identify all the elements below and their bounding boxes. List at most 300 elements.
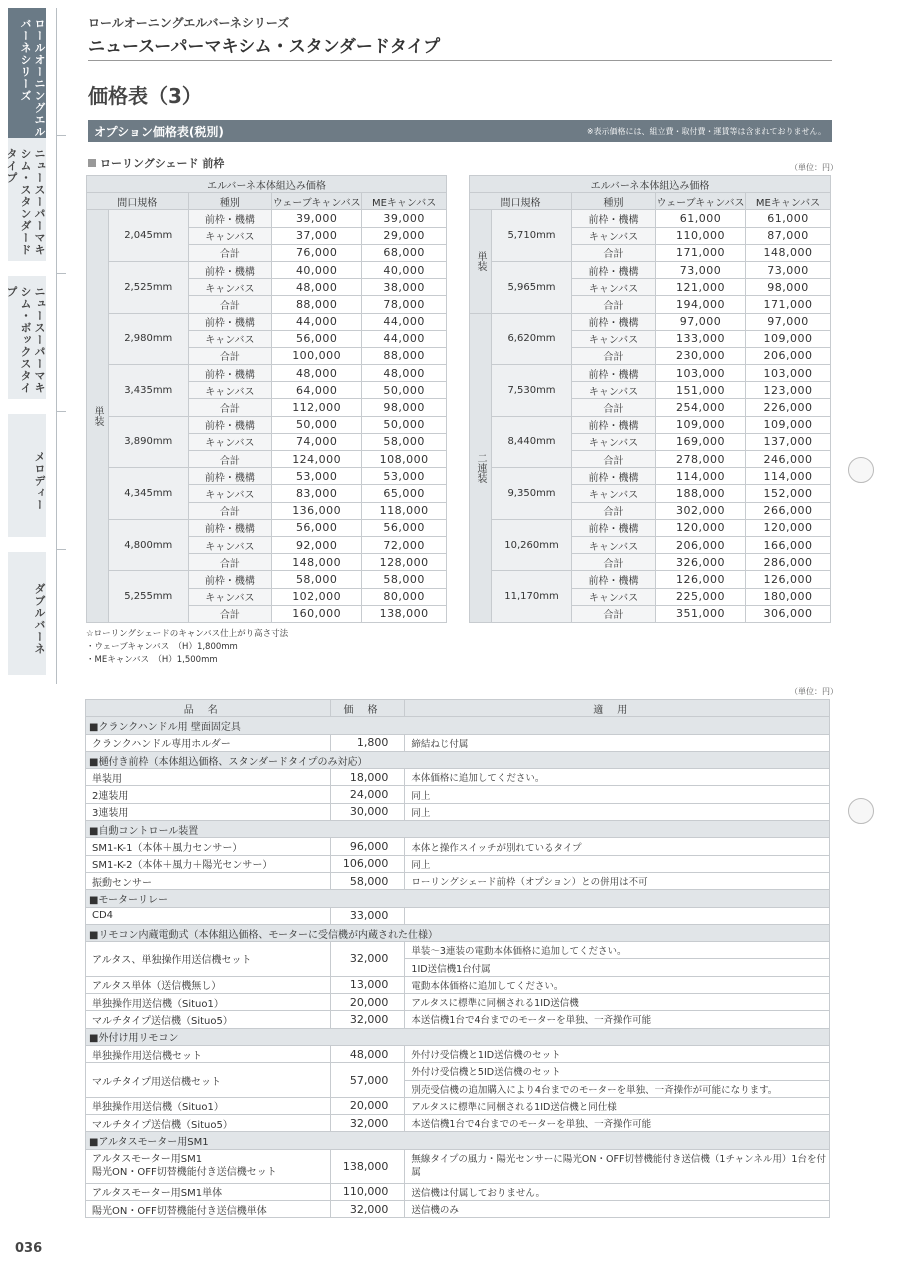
col-me-header: MEキャンバス	[746, 193, 831, 210]
item-apply-cell: アルタスに標準に同梱される1ID送信機	[405, 994, 830, 1011]
item-price-cell: 32,000	[330, 1115, 405, 1132]
kind-cell: 合計	[188, 605, 272, 622]
binder-hole	[848, 457, 874, 483]
wave-price-cell: 58,000	[272, 571, 362, 588]
section-title: オプション価格表(税別)	[94, 124, 224, 139]
me-price-cell: 109,000	[746, 330, 831, 347]
item-price-cell: 24,000	[330, 786, 405, 803]
wave-price-cell: 56,000	[272, 519, 362, 536]
me-price-cell: 98,000	[362, 399, 447, 416]
sidebar-tick	[56, 411, 66, 412]
kind-cell: 合計	[188, 554, 272, 571]
table-row	[470, 468, 831, 485]
wave-price-cell: 121,000	[656, 279, 746, 296]
kind-cell: 前枠・機構	[572, 468, 656, 485]
item-apply-cell: 送信機のみ	[405, 1201, 830, 1218]
me-price-cell: 148,000	[746, 244, 831, 261]
table-row	[86, 1183, 830, 1200]
table-row	[86, 1045, 830, 1062]
kind-cell: キャンバス	[188, 330, 272, 347]
col-wave-header: ウェーブキャンバス	[272, 193, 362, 210]
item-apply-cell: 外付け受信機と1ID送信機のセット	[405, 1045, 830, 1062]
kind-cell: キャンバス	[572, 588, 656, 605]
wave-price-cell: 326,000	[656, 554, 746, 571]
kind-cell: 合計	[572, 451, 656, 468]
wave-price-cell: 278,000	[656, 451, 746, 468]
page-title: 価格表（3）	[88, 84, 202, 108]
me-price-cell: 58,000	[362, 571, 447, 588]
me-price-cell: 138,000	[362, 605, 447, 622]
sidebar-divider-line	[56, 8, 57, 684]
square-bullet-icon	[88, 159, 96, 167]
kind-cell: 前枠・機構	[572, 365, 656, 382]
me-price-cell: 108,000	[362, 451, 447, 468]
me-price-cell: 123,000	[746, 382, 831, 399]
me-price-cell: 103,000	[746, 365, 831, 382]
kind-cell: 前枠・機構	[188, 210, 272, 227]
me-price-cell: 72,000	[362, 536, 447, 553]
me-price-cell: 166,000	[746, 536, 831, 553]
size-cell: 9,350mm	[492, 468, 572, 520]
item-name-cell: アルタスモーター用SM1単体	[86, 1183, 331, 1200]
table-row	[86, 1011, 830, 1028]
item-name-cell: 陽光ON・OFF切替機能付き送信機単体	[86, 1201, 331, 1218]
me-price-cell: 61,000	[746, 210, 831, 227]
table-row	[87, 519, 447, 536]
kind-cell: 前枠・機構	[188, 416, 272, 433]
item-name-cell: 単独操作用送信機（Situo1）	[86, 1097, 331, 1114]
size-cell: 7,530mm	[492, 365, 572, 417]
wave-price-cell: 56,000	[272, 330, 362, 347]
table-row	[87, 210, 447, 227]
size-cell: 10,260mm	[492, 519, 572, 571]
kind-cell: キャンバス	[572, 227, 656, 244]
wave-price-cell: 148,000	[272, 554, 362, 571]
table-row	[86, 1115, 830, 1132]
me-price-cell: 137,000	[746, 433, 831, 450]
wave-price-cell: 48,000	[272, 365, 362, 382]
table-row	[87, 365, 447, 382]
me-price-cell: 87,000	[746, 227, 831, 244]
me-price-cell: 50,000	[362, 416, 447, 433]
kind-cell: 合計	[572, 502, 656, 519]
category-row	[86, 751, 830, 768]
me-price-cell: 98,000	[746, 279, 831, 296]
item-apply-cell: 同上	[405, 855, 830, 872]
table-row	[86, 786, 830, 803]
item-name-cell: マルチタイプ送信機（Situo5）	[86, 1115, 331, 1132]
binder-hole	[848, 798, 874, 824]
table-row	[86, 872, 830, 889]
sidebar-tick	[56, 273, 66, 274]
mount-type-label: 二連装	[470, 313, 492, 622]
wave-price-cell: 160,000	[272, 605, 362, 622]
table-row	[470, 313, 831, 330]
kind-cell: 前枠・機構	[188, 261, 272, 278]
wave-price-cell: 206,000	[656, 536, 746, 553]
wave-price-cell: 136,000	[272, 502, 362, 519]
me-price-cell: 39,000	[362, 210, 447, 227]
me-price-cell: 65,000	[362, 485, 447, 502]
me-price-cell: 48,000	[362, 365, 447, 382]
kind-cell: キャンバス	[572, 485, 656, 502]
wave-price-cell: 83,000	[272, 485, 362, 502]
wave-price-cell: 114,000	[656, 468, 746, 485]
item-apply-cell: アルタスに標準に同梱される1ID送信機と同仕様	[405, 1097, 830, 1114]
page-number: 036	[15, 1241, 43, 1256]
table-row	[86, 769, 830, 786]
kind-cell: 合計	[188, 399, 272, 416]
item-name-cell: 単独操作用送信機セット	[86, 1045, 331, 1062]
me-price-cell: 128,000	[362, 554, 447, 571]
wave-price-cell: 76,000	[272, 244, 362, 261]
me-price-cell: 306,000	[746, 605, 831, 622]
kind-cell: 前枠・機構	[572, 313, 656, 330]
wave-price-cell: 48,000	[272, 279, 362, 296]
table-row	[87, 261, 447, 278]
wave-price-cell: 110,000	[656, 227, 746, 244]
me-price-cell: 266,000	[746, 502, 831, 519]
item-apply-cell: 送信機は付属しておりません。	[405, 1183, 830, 1200]
kind-cell: 合計	[188, 502, 272, 519]
size-cell: 6,620mm	[492, 313, 572, 365]
kind-cell: キャンバス	[572, 433, 656, 450]
item-price-cell: 58,000	[330, 872, 405, 889]
item-name-cell: 2連装用	[86, 786, 331, 803]
wave-price-cell: 133,000	[656, 330, 746, 347]
kind-cell: 合計	[572, 347, 656, 364]
category-label: ■樋付き前枠（本体組込価格、スタンダードタイプのみ対応）	[86, 751, 830, 768]
me-price-cell: 73,000	[746, 261, 831, 278]
canvas-height-notes	[86, 628, 288, 667]
kind-cell: キャンバス	[188, 588, 272, 605]
kind-cell: 前枠・機構	[188, 468, 272, 485]
item-apply-cell: 外付け受信機と5ID送信機のセット	[405, 1063, 830, 1080]
kind-cell: キャンバス	[572, 382, 656, 399]
kind-cell: 前枠・機構	[572, 416, 656, 433]
col-size-header: 間口規格	[470, 193, 572, 210]
me-price-cell: 152,000	[746, 485, 831, 502]
kind-cell: 前枠・機構	[572, 519, 656, 536]
item-apply-cell: 1ID送信機1台付属	[405, 959, 830, 976]
wave-price-cell: 61,000	[656, 210, 746, 227]
kind-cell: 前枠・機構	[572, 210, 656, 227]
note-line: ・ウェーブキャンバス （H）1,800mm	[86, 642, 238, 652]
category-row	[86, 1028, 830, 1045]
kind-cell: キャンバス	[188, 382, 272, 399]
category-label: ■アルタスモーター用SM1	[86, 1132, 830, 1149]
item-name-cell: マルチタイプ用送信機セット	[86, 1063, 331, 1098]
category-label: ■リモコン内蔵電動式（本体組込価格、モーターに受信機が内蔵された仕様）	[86, 924, 830, 941]
wave-price-cell: 194,000	[656, 296, 746, 313]
me-price-cell: 206,000	[746, 347, 831, 364]
wave-price-cell: 351,000	[656, 605, 746, 622]
table-row	[470, 571, 831, 588]
kind-cell: 合計	[572, 605, 656, 622]
wave-price-cell: 109,000	[656, 416, 746, 433]
item-price-cell: 30,000	[330, 803, 405, 820]
table-row	[87, 313, 447, 330]
category-label: ■クランクハンドル用 壁面固定具	[86, 717, 830, 734]
category-label: ■自動コントロール装置	[86, 821, 830, 838]
item-apply-cell: 本体価格に追加してください。	[405, 769, 830, 786]
wave-price-cell: 97,000	[656, 313, 746, 330]
item-name-cell: 3連装用	[86, 803, 331, 820]
wave-price-cell: 100,000	[272, 347, 362, 364]
item-name-cell: アルタス、単独操作用送信機セット	[86, 942, 331, 977]
wave-price-cell: 64,000	[272, 382, 362, 399]
category-label: ■外付け用リモコン	[86, 1028, 830, 1045]
options-header-cell: 品名	[86, 700, 331, 717]
wave-price-cell: 112,000	[272, 399, 362, 416]
item-price-cell: 57,000	[330, 1063, 405, 1098]
item-price-cell: 32,000	[330, 1201, 405, 1218]
sidebar-tab-4[interactable]: メロディー	[8, 414, 46, 537]
me-price-cell: 44,000	[362, 313, 447, 330]
table-row	[86, 838, 830, 855]
wave-price-cell: 254,000	[656, 399, 746, 416]
item-price-cell: 32,000	[330, 1011, 405, 1028]
item-name-cell: SM1-K-2（本体＋風力＋陽光センサー）	[86, 855, 331, 872]
item-name-cell: マルチタイプ送信機（Situo5）	[86, 1011, 331, 1028]
kind-cell: 合計	[572, 554, 656, 571]
sidebar-tab-1[interactable]: ロールオーニングエルバーネシリーズ	[8, 8, 46, 142]
me-price-cell: 114,000	[746, 468, 831, 485]
me-price-cell: 56,000	[362, 519, 447, 536]
item-price-cell: 110,000	[330, 1183, 405, 1200]
me-price-cell: 40,000	[362, 261, 447, 278]
me-price-cell: 38,000	[362, 279, 447, 296]
table-row	[86, 1097, 830, 1114]
item-name-cell: 単装用	[86, 769, 331, 786]
item-name-cell: SM1-K-1（本体＋風力センサー）	[86, 838, 331, 855]
size-cell: 11,170mm	[492, 571, 572, 623]
kind-cell: キャンバス	[188, 227, 272, 244]
wave-price-cell: 103,000	[656, 365, 746, 382]
kind-cell: キャンバス	[188, 433, 272, 450]
item-price-cell: 13,000	[330, 976, 405, 993]
col-size-header: 間口規格	[87, 193, 189, 210]
group-header: エルバーネ本体組込み価格	[87, 176, 447, 193]
table-row	[470, 519, 831, 536]
kind-cell: 前枠・機構	[572, 571, 656, 588]
item-price-cell: 48,000	[330, 1045, 405, 1062]
col-kind-header: 種別	[188, 193, 272, 210]
kind-cell: 合計	[188, 296, 272, 313]
table-row	[86, 734, 830, 751]
size-cell: 2,045mm	[108, 210, 188, 262]
size-cell: 4,800mm	[108, 519, 188, 571]
kind-cell: 前枠・機構	[188, 571, 272, 588]
kind-cell: 合計	[188, 451, 272, 468]
me-price-cell: 44,000	[362, 330, 447, 347]
kind-cell: 合計	[188, 244, 272, 261]
kind-cell: 合計	[572, 399, 656, 416]
item-price-cell: 138,000	[330, 1149, 405, 1183]
table-row	[87, 468, 447, 485]
me-price-cell: 180,000	[746, 588, 831, 605]
item-apply-cell: 別売受信機の追加購入により4台までのモーターを単独、一斉操作が可能になります。	[405, 1080, 830, 1097]
item-apply-cell	[405, 907, 830, 924]
table-row	[87, 416, 447, 433]
mount-type-label: 単装	[470, 210, 492, 313]
roller-subheading	[88, 155, 224, 171]
table-row	[86, 942, 830, 959]
group-header: エルバーネ本体組込み価格	[470, 176, 831, 193]
item-name-cell: 単独操作用送信機（Situo1）	[86, 994, 331, 1011]
wave-price-cell: 126,000	[656, 571, 746, 588]
size-cell: 5,255mm	[108, 571, 188, 623]
size-cell: 5,710mm	[492, 210, 572, 262]
category-row	[86, 821, 830, 838]
me-price-cell: 120,000	[746, 519, 831, 536]
item-apply-cell: 同上	[405, 803, 830, 820]
table-row	[86, 855, 830, 872]
wave-price-cell: 120,000	[656, 519, 746, 536]
me-price-cell: 97,000	[746, 313, 831, 330]
note-line: ・MEキャンバス （H）1,500mm	[86, 655, 218, 665]
kind-cell: キャンバス	[188, 536, 272, 553]
table-row	[87, 571, 447, 588]
kind-cell: 前枠・機構	[572, 261, 656, 278]
series-name: ロールオーニングエルバーネシリーズ	[88, 16, 290, 30]
kind-cell: キャンバス	[572, 279, 656, 296]
table-row	[470, 365, 831, 382]
item-apply-cell: 単装～3連装の電動本体価格に追加してください。	[405, 942, 830, 959]
price-table-right	[469, 175, 831, 623]
item-apply-cell: 電動本体価格に追加してください。	[405, 976, 830, 993]
roller-subheading-text: ローリングシェード 前枠	[100, 157, 225, 170]
me-price-cell: 226,000	[746, 399, 831, 416]
options-header-cell: 価格	[330, 700, 405, 717]
table-row	[86, 803, 830, 820]
unit-label-options: （単位：円）	[790, 687, 838, 696]
kind-cell: キャンバス	[188, 279, 272, 296]
price-table-left	[86, 175, 447, 623]
kind-cell: 前枠・機構	[188, 519, 272, 536]
unit-label-roller: （単位：円）	[790, 163, 838, 172]
me-price-cell: 171,000	[746, 296, 831, 313]
table-row	[86, 1063, 830, 1080]
table-row	[470, 416, 831, 433]
item-price-cell: 106,000	[330, 855, 405, 872]
wave-price-cell: 50,000	[272, 416, 362, 433]
wave-price-cell: 302,000	[656, 502, 746, 519]
item-apply-cell: 本送信機1台で4台までのモーターを単独、一斉操作可能	[405, 1115, 830, 1132]
size-cell: 5,965mm	[492, 261, 572, 313]
wave-price-cell: 225,000	[656, 588, 746, 605]
table-row	[86, 907, 830, 924]
wave-price-cell: 39,000	[272, 210, 362, 227]
page-heading: ニュースーパーマキシム・スタンダードタイプ	[88, 37, 441, 57]
wave-price-cell: 44,000	[272, 313, 362, 330]
me-price-cell: 68,000	[362, 244, 447, 261]
wave-price-cell: 88,000	[272, 296, 362, 313]
size-cell: 3,435mm	[108, 365, 188, 417]
options-header-cell: 適用	[405, 700, 830, 717]
kind-cell: キャンバス	[572, 536, 656, 553]
wave-price-cell: 230,000	[656, 347, 746, 364]
wave-price-cell: 188,000	[656, 485, 746, 502]
me-price-cell: 50,000	[362, 382, 447, 399]
wave-price-cell: 151,000	[656, 382, 746, 399]
me-price-cell: 58,000	[362, 433, 447, 450]
item-price-cell: 32,000	[330, 942, 405, 977]
kind-cell: キャンバス	[188, 485, 272, 502]
size-cell: 4,345mm	[108, 468, 188, 520]
me-price-cell: 286,000	[746, 554, 831, 571]
section-bar	[88, 120, 832, 142]
col-me-header: MEキャンバス	[362, 193, 447, 210]
item-price-cell: 20,000	[330, 994, 405, 1011]
sidebar-tab-5[interactable]: ダブルバーネ	[8, 552, 46, 675]
item-price-cell: 20,000	[330, 1097, 405, 1114]
sidebar-tick	[56, 135, 66, 136]
item-name-cell: アルタス単体（送信機無し）	[86, 976, 331, 993]
table-row	[470, 210, 831, 227]
item-apply-cell: 同上	[405, 786, 830, 803]
table-row	[470, 261, 831, 278]
size-cell: 8,440mm	[492, 416, 572, 468]
table-row	[86, 994, 830, 1011]
me-price-cell: 246,000	[746, 451, 831, 468]
item-name-cell: CD4	[86, 907, 331, 924]
section-note: ※表示価格には、組立費・取付費・運賃等は含まれておりません。	[586, 126, 826, 136]
item-price-cell: 96,000	[330, 838, 405, 855]
note-line: ☆ローリングシェードのキャンバス仕上がり高さ寸法	[86, 629, 289, 639]
mount-type-label: 単装	[87, 210, 109, 623]
me-price-cell: 78,000	[362, 296, 447, 313]
item-apply-cell: 締結ねじ付属	[405, 734, 830, 751]
table-row	[86, 976, 830, 993]
category-row	[86, 1132, 830, 1149]
category-row	[86, 924, 830, 941]
kind-cell: 合計	[572, 296, 656, 313]
wave-price-cell: 74,000	[272, 433, 362, 450]
me-price-cell: 126,000	[746, 571, 831, 588]
item-apply-cell: ローリングシェード前枠（オプション）との併用は不可	[405, 872, 830, 889]
me-price-cell: 88,000	[362, 347, 447, 364]
kind-cell: キャンバス	[572, 330, 656, 347]
kind-cell: 合計	[572, 244, 656, 261]
wave-price-cell: 37,000	[272, 227, 362, 244]
heading-rule	[88, 60, 832, 61]
category-row	[86, 717, 830, 734]
wave-price-cell: 171,000	[656, 244, 746, 261]
size-cell: 2,980mm	[108, 313, 188, 365]
me-price-cell: 53,000	[362, 468, 447, 485]
item-price-cell: 18,000	[330, 769, 405, 786]
category-row	[86, 890, 830, 907]
item-name-cell: クランクハンドル専用ホルダー	[86, 734, 331, 751]
wave-price-cell: 124,000	[272, 451, 362, 468]
sidebar-tab-2[interactable]: ニュースーパーマキシム・スタンダードタイプ	[8, 138, 46, 261]
sidebar-tick	[56, 549, 66, 550]
size-cell: 2,525mm	[108, 261, 188, 313]
me-price-cell: 29,000	[362, 227, 447, 244]
category-label: ■モーターリレー	[86, 890, 830, 907]
kind-cell: 合計	[188, 347, 272, 364]
sidebar-tab-3[interactable]: ニュースーパーマキシム・ボックスタイプ	[8, 276, 46, 399]
item-apply-cell: 無線タイプの風力・陽光センサーに陽光ON・OFF切替機能付き送信機（1チャンネル用）1台を付属	[405, 1149, 830, 1183]
item-apply-cell: 本体と操作スイッチが別れているタイプ	[405, 838, 830, 855]
item-price-cell: 33,000	[330, 907, 405, 924]
col-kind-header: 種別	[572, 193, 656, 210]
options-table	[85, 699, 830, 1218]
kind-cell: 前枠・機構	[188, 313, 272, 330]
wave-price-cell: 92,000	[272, 536, 362, 553]
table-row	[86, 1201, 830, 1218]
